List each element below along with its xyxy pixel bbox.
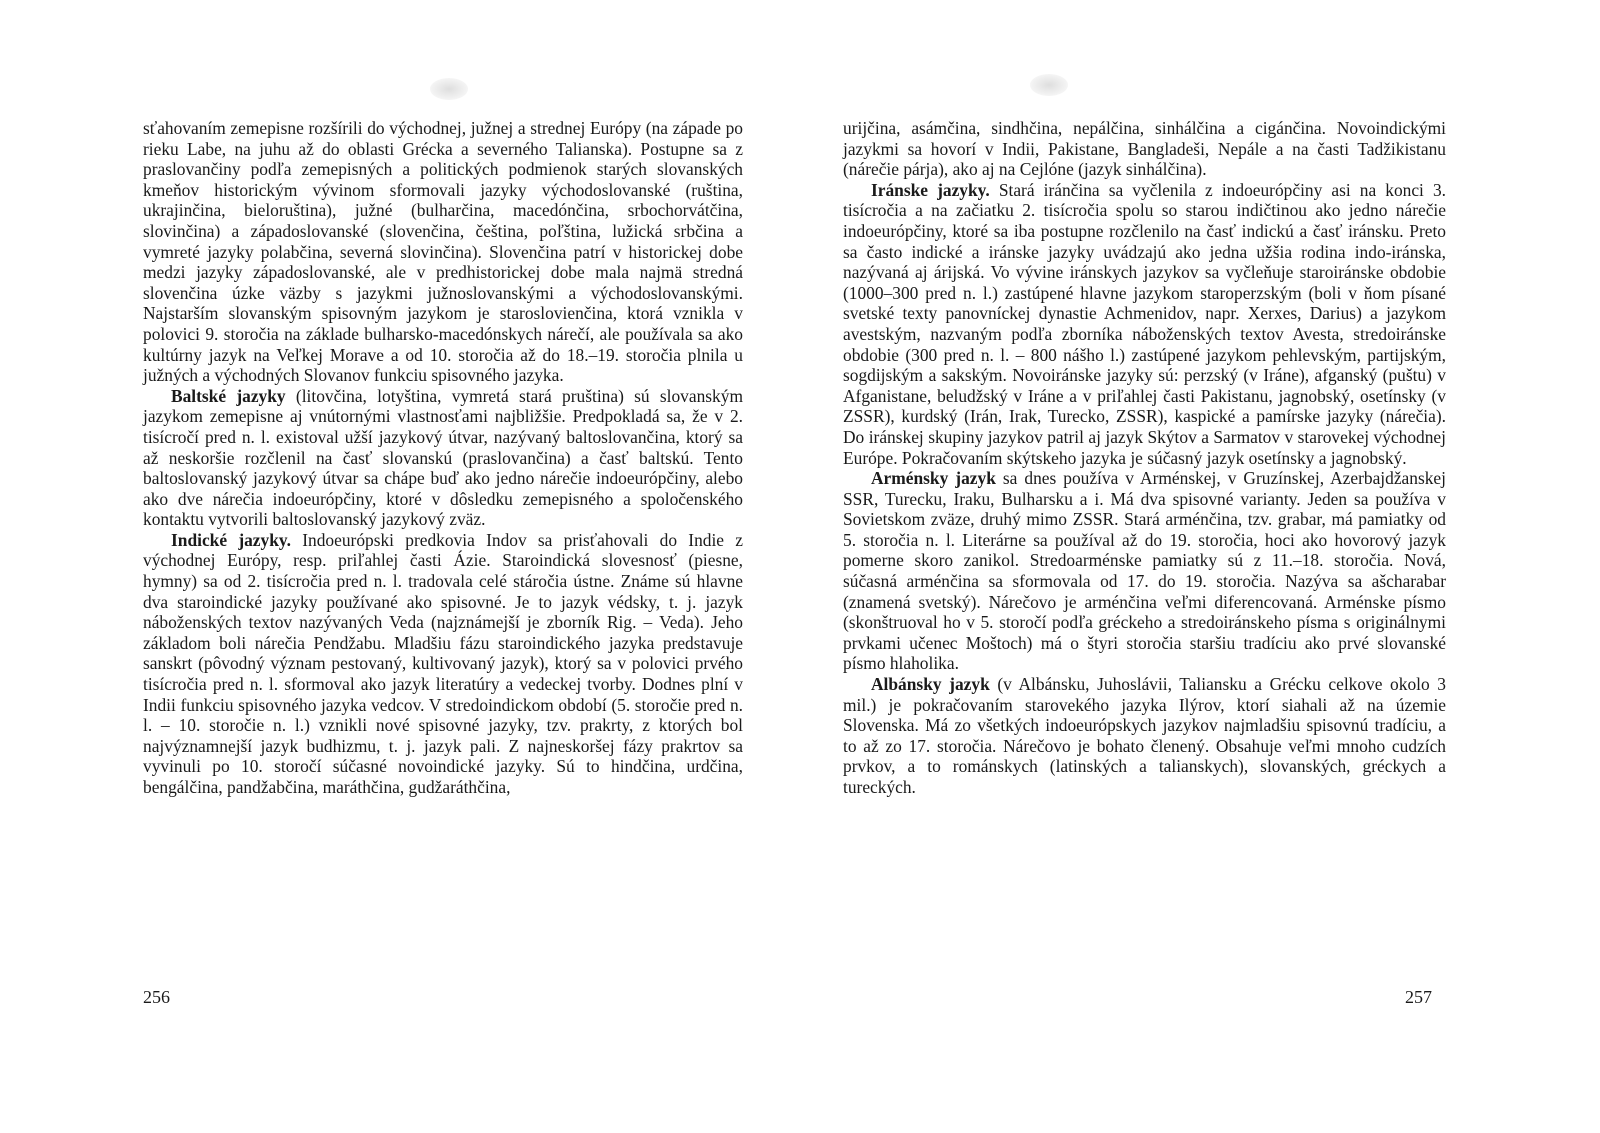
paragraph-heading: Baltské jazyky xyxy=(171,385,286,406)
left-page xyxy=(143,118,743,798)
paragraph-text: Indoeurópski predkovia Indov sa prisťahovali do Indie z východnej Európy, resp. priľahlej časti Ázie. Staroindická slovesnosť (piesne, hymny) sa od 2. tisícročia pred n. l. tradovala celé stáročia ústne. Známe sú hlavne dva staroindické jazyky používané ako spisovné. Je to jazyk védsky, t. j. jazyk náboženských textov nazývaných Veda (najznámejší je zborník Rig. – Veda). Jeho základom boli nárečia Pendžabu. Mladšiu fázu staroindického jazyka predstavuje sanskrt (pôvodný význam pestovaný, kultivovaný jazyk), ktorý sa v polovici prvého tisícročia pred n. l. sformoval ako jazyk literatúry a vedeckej tvorby. Dodnes plní v Indii funkciu spisovného jazyka vedcov. V stredoindickom období (5. storočie pred n. l. – 10. storočie n. l.) vznikli nové spisovné jazyky, tzv. prakrty, z ktorých bol najvýznamnejší jazyk budhizmu, t. j. jazyk pali. Z najneskoršej fázy prakrtov sa vyvinuli po 10. storočí súčasné novoindické jazyky. Sú to hindčina, urdčina, bengálčina, pandžabčina, maráthčina, gudžaráthčina, xyxy=(143,529,743,797)
scan-smudge-left xyxy=(430,78,468,100)
paragraph xyxy=(843,674,1446,798)
paragraph xyxy=(143,530,743,798)
paragraph xyxy=(843,180,1446,468)
scan-smudge-right xyxy=(1030,74,1068,96)
paragraph-text: sa dnes používa v Arménskej, v Gruzínskej, Azerbajdžanskej SSR, Turecku, Iraku, Bulharsku a i. Má dva spisovné varianty. Jeden sa používa v Sovietskom zväze, druhý mimo ZSSR. Stará arménčina, tzv. grabar, má pamiatky od 5. storočia n. l. Literárne sa používal až do 19. storočia, hoci ako hovorový jazyk pomerne skoro zanikol. Stredoarménske pamiatky sú z 11.–18. storočia. Nová, súčasná arménčina sa sformovala od 17. do 19. storočia. Nazýva sa ašcharabar (znamená svetský). Nárečovo je arménčina veľmi diferencovaná. Arménske písmo (skonštruoval ho v 5. storočí podľa gréckeho a stredoiránskeho písma s originálnymi prvkami učenec Moštoch) má o štyri storočia staršiu tradíciu ako prvé slovanské písmo hlaholika. xyxy=(843,468,1446,674)
paragraph-text: (litovčina, lotyština, vymretá stará pruština) sú slovanským jazykom zemepisne aj vnútornými vlastnosťami najbližšie. Predpokladá sa, že v 2. tisícročí pred n. l. existoval užší jazykový útvar, nazývaný baltoslovančina, ktorý sa až neskoršie rozčlenil na časť slovanskú (praslovančina) a časť baltskú. Tento baltoslovanský jazykový útvar sa chápe buď ako jedno nárečie indoeurópčiny, alebo ako dve nárečia indoeurópčiny, ktoré v dôsledku zemepisného a spoločenského kontaktu vytvorili baltoslovanský jazykový zväz. xyxy=(143,385,743,530)
page-number-right: 257 xyxy=(1405,987,1432,1007)
paragraph-heading: Indické jazyky. xyxy=(171,529,291,550)
paragraph-heading: Albánsky jazyk xyxy=(871,674,990,695)
paragraph xyxy=(143,386,743,530)
paragraph-text: urijčina, asámčina, sindhčina, nepálčina, sinhálčina a cigánčina. Novoindickými jazykmi sa hovorí v Indii, Pakistane, Bangladeši, Nepále a na časti Tadžikistanu (nárečie párja), ako aj na Cejlóne (jazyk sinhálčina). xyxy=(843,118,1446,180)
paragraph-text: Stará iránčina sa vyčlenila z indoeurópčiny asi na konci 3. tisícročia a na začiatku 2. tisícročia spolu so starou indičtinou ako jedno nárečie indoeurópčiny, ktoré sa iba postupne rozčlenilo na časť indickú a časť iránsku. Preto sa často indické a iránske jazyky uvádzajú ako jedna užšia rodina indo-iránska, nazývaná aj árijská. Vo vývine iránskych jazykov sa vyčleňuje staroiránske obdobie (1000–300 pred n. l.) zastúpené hlavne jazykom staroperzským (boli v ňom písané svetské texty panovníckej dynastie Achmenidov, napr. Xerxes, Darius) a jazykom avestským, nazvaným podľa zborníka náboženských textov Avesta, stredoiránske obdobie (300 pred n. l. – 800 nášho l.) zastúpené jazykom pehlevským, partijským, sogdijským a sakským. Novoiránske jazyky sú: perzský (v Iráne), afganský (puštu) v Afganistane, beludžský v Iráne a v priľahlej časti Pakistanu, jagnobský, osetínsky (v ZSSR), kurdský (Irán, Irak, Turecko, ZSSR), kaspické a pamírske jazyky (nárečia). Do iránskej skupiny jazykov patril aj jazyk Skýtov a Sarmatov v starovekej východnej Európe. Pokračovaním skýtskeho jazyka je súčasný jazyk osetínsky a jagnobský. xyxy=(843,179,1446,468)
paragraph xyxy=(843,118,1446,180)
paragraph-text: (v Albánsku, Juhoslávii, Taliansku a Grécku celkove okolo 3 mil.) je pokračovaním starovekého jazyka Ilýrov, ktorí siahali až na územie Slovenska. Má zo všetkých indoeurópskych jazykov najmladšiu spisovnú tradíciu, a to až zo 17. storočia. Nárečovo je bohato členený. Obsahuje veľmi mnoho cudzích prvkov, a to románskych (latinských a talianskych), slovanských, gréckych a tureckých. xyxy=(843,674,1446,797)
page-number-left: 256 xyxy=(143,987,170,1007)
paragraph-text: sťahovaním zemepisne rozšírili do východnej, južnej a strednej Európy (na západe po rieku Labe, na juhu až do oblasti Grécka a severného Talianska). Postupne sa z praslovančiny podľa zemepisných a politických podmienok starých slovanských kmeňov historickým vývinom sformovali jazyky východoslovanské (ruština, ukrajinčina, bieloruština), južné (bulharčina, macedónčina, srbochorvátčina, slovinčina) a západoslovanské (slovenčina, čeština, poľština, lužická srbčina a vymreté jazyky polabčina, severná slovinčina). Slovenčina patrí v historickej dobe medzi jazyky západoslovanské, ale v predhistorickej dobe mala najmä stredná slovenčina úzke väzby s jazykmi južnoslovanskými a východoslovanskými. Najstarším slovanským spisovným jazykom je staroslovienčina, ktorá vznikla v polovici 9. storočia na základe bulharsko-macedónskych nárečí, ale používala sa ako kultúrny jazyk na Veľkej Morave a od 10. storočia až do 18.–19. storočia plnila u južných a východných Slovanov funkciu spisovného jazyka. xyxy=(143,118,743,386)
paragraph-heading: Iránske jazyky. xyxy=(871,179,990,200)
right-page xyxy=(843,118,1446,798)
paragraph-heading: Arménsky jazyk xyxy=(871,468,996,489)
paragraph xyxy=(843,468,1446,674)
paragraph xyxy=(143,118,743,386)
